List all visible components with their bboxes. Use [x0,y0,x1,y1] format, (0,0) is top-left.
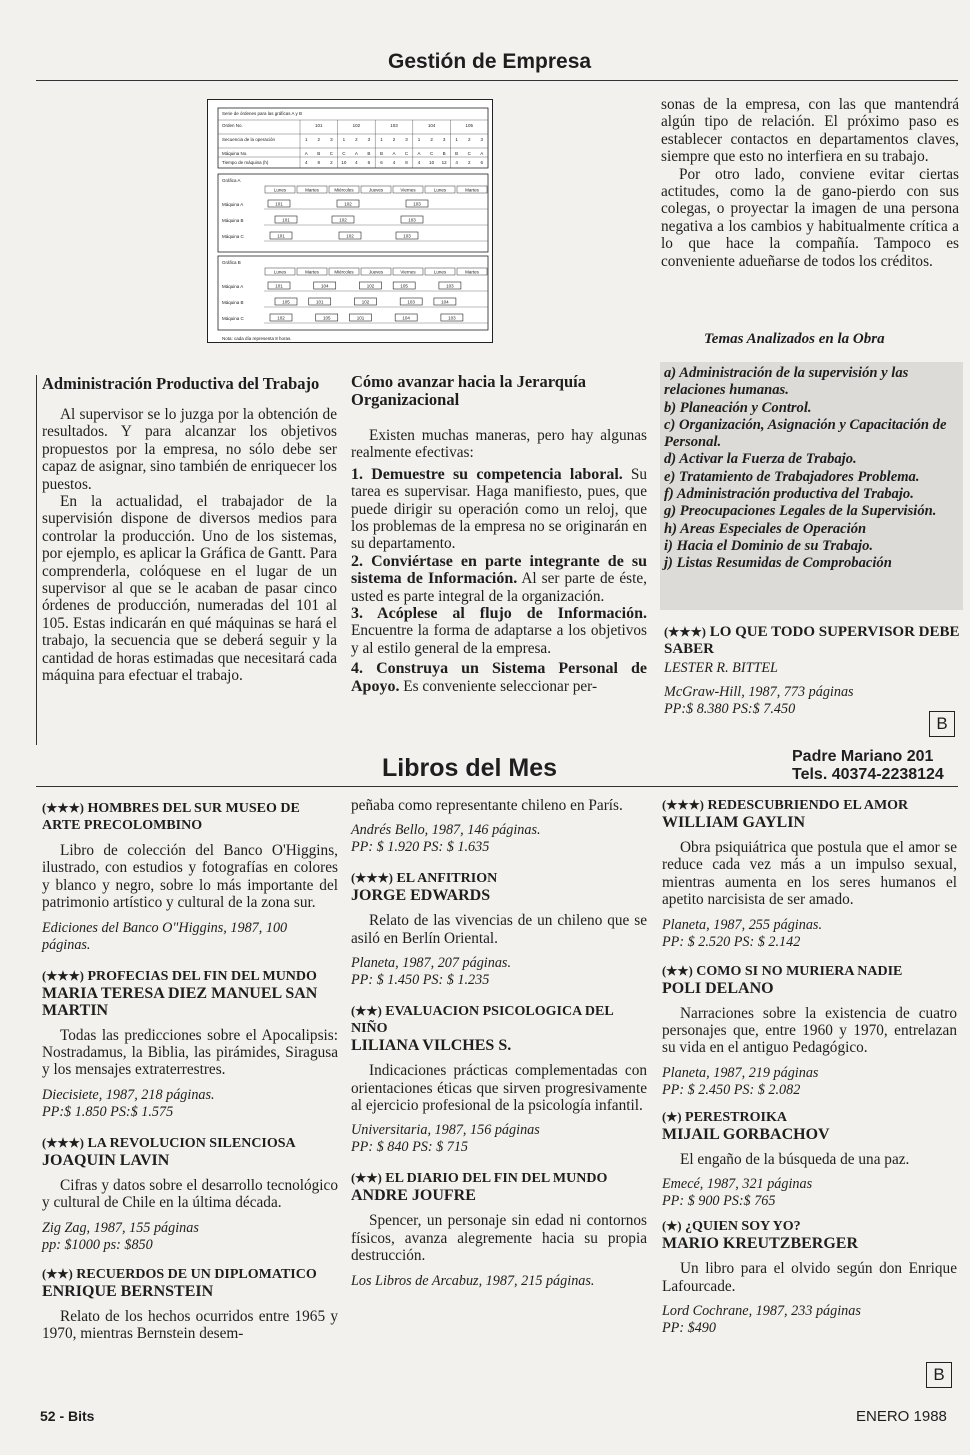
day-label: Miércoles [334,269,354,275]
book-heading [662,797,957,831]
gantt-svg [208,100,494,344]
book-publisher: Planeta, 1987, 207 páginas. [351,955,511,972]
gantt-bar-label: 105 [400,283,408,289]
machine-cell: B [317,151,321,156]
sequence-cell: 3 [330,137,333,142]
list-item [351,553,647,605]
book-entry [42,800,338,954]
machine-label: Máquina B [222,218,244,223]
book-heading [664,624,962,658]
book-price: pp: $1000 ps: $850 [42,1236,153,1253]
gantt-bar-label: 104 [441,299,449,305]
chart-b-label: Gráfica B [222,260,241,265]
day-label: Lunes [273,269,287,275]
machine-cell: B [455,151,459,156]
table-row-label: Máquina No. [222,151,248,156]
book-entry [662,797,957,951]
book-heading [42,968,338,1019]
table-row-label: Serie de órdenes para las gráficas A y B [222,111,303,116]
book-heading [662,1109,957,1143]
machine-label: Máquina B [222,300,244,305]
book-publisher: Ediciones del Banco O"Higgins, 1987, 100 páginas. [42,919,288,953]
hours-cell: 2 [467,160,471,165]
gantt-bar-label: 103 [407,299,415,305]
book-publisher: Emecé, 1987, 321 páginas [662,1176,813,1193]
sequence-cell: 2 [430,137,433,142]
rating-stars: (★★★) [664,625,706,639]
book-publisher: Zig Zag, 1987, 155 páginas [42,1219,199,1236]
article-paragraph: Por otro lado, conviene evitar ciertas actitudes, como la de gano-pierdo con sus colegas, o proyectar la imagen de una persona negativa a los cambios y habitualmente crítica a lo que hace la compañía. Tampoco es conveniente adueñarse de todos los créditos. [661,165,959,270]
gantt-bar-label: 103 [403,233,411,239]
machine-label: Máquina A [222,202,244,207]
book-publisher: Planeta, 1987, 255 páginas. [662,916,822,933]
article-paragraph: En la actualidad, el trabajador de la supervisión dispone de diversos medios para controlar la producción. Uno de los sistemas, por ejemplo, es aplicar la Gráfica de Gantt. Para comprenderla, colóquese en el lugar de un supervisor al que se le acaban de pasar cinco órdenes de producción, numeradas del 101 al 105. Estas indicarán en qué máquinas se hará el trabajo, la secuencia que se deberá seguir y la cantidad de horas estimadas que necesitará cada máquina para efectuar el trabajo. [42,493,337,685]
machine-cell: C [404,151,409,156]
book-entry [351,1170,647,1289]
book-heading [351,1170,647,1204]
book-author: LESTER R. BITTEL [664,660,778,676]
gantt-bar-label: 105 [282,299,290,305]
section-header: Gestión de Empresa [388,50,592,73]
day-label: Martes [465,187,479,193]
order-number: 102 [352,123,361,128]
book-description: Spencer, un personaje sin edad ni contornos físicos, avanza alegremente hacia su propia destrucción. [351,1212,647,1265]
day-label: Lunes [433,269,447,275]
libros-rule [36,786,958,787]
gantt-bar-label: 102 [339,217,347,223]
book-title: ¿QUIEN SOY YO? [685,1219,801,1235]
hours-cell: 6 [480,160,483,165]
sequence-cell: 3 [367,137,371,142]
book-entry [662,1109,957,1210]
sequence-cell: 1 [305,137,308,142]
topic-item: f) Administración productiva del Trabajo. [664,486,914,503]
book-publisher: Planeta, 1987, 219 páginas [662,1064,819,1081]
table-row-label: Tiempo de máquina (h) [222,160,269,165]
mid-article [351,373,647,695]
book-description: Indicaciones prácticas complementadas con orientaciones éticas que sirven progresivamente al ejercicio profesional de la psicología infantil. [351,1062,647,1115]
hours-cell: 12 [441,160,447,165]
book-entry [42,1266,338,1343]
book-publisher: Los Libros de Arcabuz, 1987, 215 páginas. [351,1272,595,1289]
book-price: PP: $ 840 PS: $ 715 [351,1139,469,1156]
header-rule [36,80,958,81]
sequence-cell: 3 [405,137,408,142]
hours-cell: 4 [417,160,421,165]
day-label: Lunes [273,187,287,193]
article-heading: Cómo avanzar hacia la Jerarquía Organizacional [351,372,586,409]
right-article [661,96,959,270]
book-title: HOMBRES DEL SUR MUSEO DE ARTE PRECOLOMBINO [42,801,300,833]
book-heading [42,800,338,834]
book-title: LO QUE TODO SUPERVISOR DEBE SABER [664,624,960,657]
store-name: Padre Mariano 201 [792,748,934,765]
books-column-3 [662,797,957,1337]
article-intro: Existen muchas maneras, pero hay algunas realmente efectivas: [351,427,647,462]
table-row-label: Orden No. [222,123,243,128]
section-badge: B [929,711,955,737]
book-title: PERESTROIKA [685,1109,787,1125]
book-title: EL DIARIO DEL FIN DEL MUNDO [385,1171,608,1187]
item-bold: 4. Construya un Sistema Personal de Apoyo. [351,660,647,695]
item-text: Al ser parte de éste, usted es parte integral de la organización. [351,570,647,605]
day-label: Viernes [400,269,416,275]
machine-cell: A [354,151,358,156]
rating-stars: (★) [662,1109,682,1124]
book-entry [351,1003,647,1156]
book-title: PROFECIAS DEL FIN DEL MUNDO [87,968,317,984]
topic-item: h) Areas Especiales de Operación [664,520,867,537]
book-description: peñaba como representante chileno en París. [351,797,623,814]
topic-item: c) Organización, Asignación y Capacitación de Personal. [664,416,947,451]
hours-cell: 4 [455,160,458,165]
chart-note: Nota: cada día representa 8 horas. [222,336,292,341]
store-phone: Tels. 40374-2238124 [792,766,944,783]
book-entry [351,797,647,856]
book-heading [662,1218,957,1252]
book-heading [662,963,957,997]
gantt-bar-label: 101 [356,315,365,321]
chart-a-frame [218,174,488,252]
book-price: PP: $ 2.520 PS: $ 2.142 [662,933,801,950]
featured-book [664,624,962,718]
article-paragraph: Al supervisor se lo juzga por la obtención de resultados. Y para alcanzar los objetivos propuestos por la empresa, no sólo debe ser capaz de asignar, sino también de enriquecer los puestos. [42,406,338,493]
item-text: Es conveniente seleccionar per- [399,677,598,695]
day-label: Martes [305,269,319,275]
book-price: PP: $ 900 PS:$ 765 [662,1193,776,1210]
item-text: Su tarea es supervisar. Haga manifiesto, pues, que puede dirigir su operación como un reloj, que los problemas de la empresa no se originarán en su departamento. [351,465,647,553]
gantt-bar-label: 102 [361,299,370,305]
topic-item: g) Preocupaciones Legales de la Supervisión. [664,503,937,520]
machine-cell: C [329,151,333,156]
book-price: PP:$ 8.380 PS:$ 7.450 [664,701,796,717]
book-author: WILLIAM GAYLIN [662,814,805,831]
sequence-cell: 1 [417,137,421,142]
sequence-cell: 2 [392,137,396,142]
book-title: REDESCUBRIENDO EL AMOR [707,798,909,813]
machine-label: Máquina A [222,284,244,289]
book-title: EVALUACION PSICOLOGICA DEL NIÑO [351,1004,613,1037]
article-heading: Administración Productiva del Trabajo [42,374,320,393]
left-article [42,375,337,685]
machine-cell: A [480,151,484,156]
rating-stars: (★★) [351,1171,382,1186]
gantt-bar-label: 104 [402,315,410,321]
gantt-bar-label: 103 [408,217,416,223]
chart-a-label: Gráfica A [222,178,241,183]
order-number: 101 [315,123,323,128]
day-label: Jueves [368,187,384,193]
topic-item: j) Listas Resumidas de Comprobación [664,555,892,572]
book-description: Relato de los hechos ocurridos entre 1965 y 1970, mientras Bernstein desem- [42,1307,338,1343]
gantt-bar-label: 102 [346,233,354,239]
book-author: ANDRE JOUFRE [351,1187,476,1205]
machine-cell: A [304,151,308,156]
issue-date: ENERO 1988 [856,1408,947,1425]
article-paragraph: sonas de la empresa, con las que mantendrá algún tipo de relación. El próximo paso es establecer contactos en departamentos claves, siempre que esto no interfiera en su trabajo. [661,96,959,166]
book-price: PP: $ 1.450 PS: $ 1.235 [351,972,490,989]
sequence-cell: 1 [455,137,458,142]
topic-item: e) Tratamiento de Trabajadores Problema. [664,468,920,485]
book-entry [42,968,338,1121]
hours-cell: 4 [392,160,396,165]
gantt-bar-label: 102 [366,283,375,289]
book-publisher: Universitaria, 1987, 156 páginas [351,1122,540,1139]
rating-stars: (★★★) [662,798,704,812]
rating-stars: (★★) [42,1266,73,1281]
book-heading [42,1135,338,1169]
book-description: Narraciones sobre la existencia de cuatro personajes que, entre 1960 y 1970, entrelazan su vida en el antiguo Pedagógico. [662,1004,957,1057]
book-entry [662,1218,957,1337]
machine-cell: C [467,151,471,156]
item-text: Encuentre la forma de adaptarse a los objetivos y al estilo general de la empresa. [351,622,647,657]
book-title: RECUERDOS DE UN DIPLOMATICO [76,1266,317,1282]
hours-cell: 10 [429,160,435,165]
rating-stars: (★★★) [42,1135,84,1150]
hours-cell: 4 [355,160,358,165]
book-author: ENRIQUE BERNSTEIN [42,1282,214,1300]
topic-item: b) Planeación y Control. [664,399,812,416]
column-divider [36,375,37,745]
topics-box [660,362,963,610]
book-author: MIJAIL GORBACHOV [662,1125,830,1143]
hours-cell: 2 [330,160,333,165]
rating-stars: (★★★) [351,871,393,886]
machine-label: Máquina C [222,316,244,321]
rating-stars: (★★★) [42,968,84,983]
book-title: COMO SI NO MURIERA NADIE [696,963,903,979]
list-item [351,466,647,553]
machine-label: Máquina C [222,234,244,239]
sequence-cell: 2 [317,137,321,142]
topic-item: a) Administración de la supervisión y las relaciones humanas. [664,365,909,399]
gantt-bar-label: 101 [282,217,290,223]
gantt-bar-label: 103 [413,201,421,207]
book-author: JORGE EDWARDS [351,887,491,905]
gantt-chart-figure [207,99,493,343]
order-number: 104 [427,123,436,128]
order-number: 105 [465,123,473,128]
sequence-cell: 1 [380,137,383,142]
book-title: EL ANFITRION [396,871,498,887]
book-entry [662,963,957,1099]
hours-cell: 8 [405,160,408,165]
machine-cell: C [429,151,434,156]
machine-cell: A [417,151,421,156]
book-description: Todas las predicciones sobre el Apocalipsis: Nostradamus, la Biblia, las pirámides, Siragusa y los mensajes extraterrestres. [42,1026,338,1079]
sequence-cell: 3 [480,137,483,142]
gantt-bar-label: 103 [446,283,454,289]
sequence-cell: 1 [342,137,346,142]
gantt-bar-label: 101 [275,283,283,289]
page-number: 52 - Bits [40,1408,95,1424]
hours-cell: 6 [367,160,371,165]
gantt-bar-label: 105 [322,315,331,321]
gantt-bar-label: 102 [277,315,285,321]
book-publisher: Lord Cochrane, 1987, 233 páginas [662,1303,861,1320]
item-bold: 1. Demuestre su competencia laboral. [351,465,623,483]
day-label: Martes [305,187,319,193]
machine-cell: B [379,151,383,156]
book-title: LA REVOLUCION SILENCIOSA [87,1135,296,1151]
machine-cell: B [442,151,446,156]
libros-title: Libros del Mes [382,754,558,782]
hours-cell: 10 [341,160,347,165]
order-number: 103 [390,123,398,128]
book-publisher: Andrés Bello, 1987, 146 páginas. [351,822,541,839]
book-description: El engaño de la búsqueda de una paz. [680,1150,910,1168]
book-description: Libro de colección del Banco O'Higgins, ilustrado, con estudios y fotografías en colores y blanco y negro, sobre lo más importante del patrimonio artístico y cultural de la zona sur. [42,842,338,912]
gantt-bar-label: 103 [448,315,456,321]
machine-cell: C [342,151,346,156]
list-item [351,605,647,657]
rating-stars: (★★) [662,963,693,978]
book-author: LILIANA VILCHES S. [351,1037,512,1055]
day-label: Miércoles [334,187,354,193]
book-entry [351,870,647,989]
hours-cell: 8 [317,160,321,165]
book-author: MARIO KREUTZBERGER [662,1235,859,1253]
book-price: PP: $ 2.450 PS: $ 2.082 [662,1081,801,1098]
gantt-bar-label: 101 [275,201,283,207]
rating-stars: (★) [662,1219,682,1234]
book-author: MARIA TERESA DIEZ MANUEL SAN MARTIN [42,984,318,1019]
rating-stars: (★★★) [42,801,84,815]
machine-cell: A [392,151,396,156]
book-price: PP: $ 1.920 PS: $ 1.635 [351,839,490,856]
machine-cell: B [367,151,371,156]
sequence-cell: 3 [442,137,446,142]
table-row-label: Secuencia de la operación [222,137,276,142]
book-heading [351,870,647,904]
book-price: PP: $490 [662,1320,716,1337]
hours-cell: 4 [305,160,308,165]
sequence-cell: 2 [355,137,358,142]
day-label: Martes [465,269,479,275]
item-bold: 3. Acóplese al flujo de Información. [351,605,647,623]
books-column-2 [351,797,647,1290]
book-author: POLI DELANO [662,979,774,997]
book-author: JOAQUIN LAVIN [42,1151,170,1169]
day-label: Viernes [400,187,416,193]
book-publisher: McGraw-Hill, 1987, 773 páginas [664,684,854,700]
topic-item: d) Activar la Fuerza de Trabajo. [664,451,857,468]
book-publisher: Diecisiete, 1987, 218 páginas. [42,1086,215,1103]
topic-item: i) Hacia el Dominio de su Trabajo. [664,537,874,554]
book-description: Relato de las vivencias de un chileno que se asiló en Berlín Oriental. [351,912,647,947]
section-badge: B [926,1362,952,1388]
gantt-bar-label: 102 [344,201,352,207]
book-heading [351,1003,647,1054]
book-description: Cifras y datos sobre el desarrollo tecnológico y cultural de Chile en la última década. [42,1176,338,1212]
item-bold: 2. Conviértase en parte integrante de su sistema de Información. [351,552,647,588]
hours-cell: 6 [380,160,383,165]
book-description: Un libro para el olvido según don Enrique Lafourcade. [662,1260,957,1295]
topics-title: Temas Analizados en la Obra [704,331,885,347]
books-column-1 [42,800,338,1350]
day-label: Lunes [433,187,447,193]
gantt-bar-label: 101 [277,233,285,239]
book-entry [42,1135,338,1254]
book-price: PP:$ 1.850 PS:$ 1.575 [42,1103,174,1120]
sequence-cell: 2 [467,137,471,142]
book-description: Obra psiquiátrica que postula que el amor se reduce cada vez más a un impulso sexual, mientras aumenta en los seres humanos el apetito narcisista de ser amado. [662,839,957,909]
rating-stars: (★★) [351,1004,382,1019]
day-label: Jueves [368,269,384,275]
list-item [351,660,647,695]
gantt-bar-label: 104 [320,283,329,289]
gantt-bar-label: 101 [315,299,324,305]
book-heading [42,1266,338,1300]
